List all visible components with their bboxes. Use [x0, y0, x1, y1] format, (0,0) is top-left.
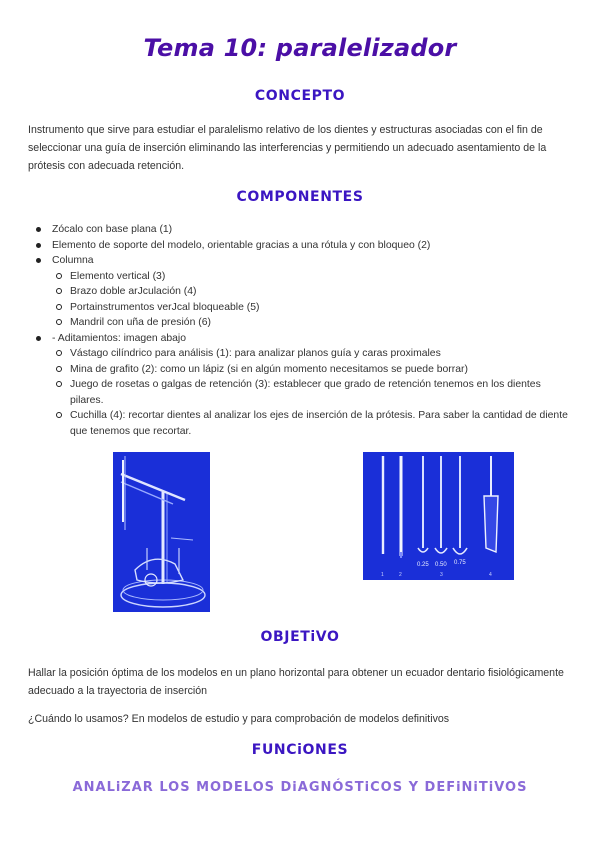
circle-bullet-icon: [56, 319, 62, 325]
heading-concepto: CONCEPTO: [254, 88, 346, 104]
sublist-item: [54, 300, 576, 316]
sublist-item-text: Elemento vertical (3): [70, 270, 166, 282]
sublist-item: [54, 408, 576, 439]
list-item-text: Elemento de soporte del modelo, orientable gracias a una rótula y con bloqueo (2): [52, 239, 431, 251]
circle-bullet-icon: [56, 288, 62, 294]
bullet-icon: [36, 243, 41, 248]
paralelizador-device-image: [113, 452, 210, 612]
circle-bullet-icon: [56, 381, 62, 387]
heading-objetivo: OBJETiVO: [260, 629, 340, 645]
tool-number-1: 1: [381, 572, 384, 578]
componentes-list: [36, 222, 576, 439]
sublist-item: [54, 269, 576, 285]
sublist-item: [54, 362, 576, 378]
columna-sublist: [52, 269, 576, 331]
tool-number-3: 3: [440, 572, 443, 578]
list-item-text: - Aditamientos: imagen abajo: [52, 332, 187, 344]
sublist-item-text: Mina de grafito (2): como un lápiz (si en algún momento necesitamos se puede borrar): [70, 363, 468, 375]
bullet-icon: [36, 336, 41, 341]
circle-bullet-icon: [56, 273, 62, 279]
sublist-item: [54, 346, 576, 362]
paralelizador-illustration: [113, 452, 210, 612]
page-title: Tema 10: paralelizador: [143, 34, 457, 62]
circle-bullet-icon: [56, 304, 62, 310]
heading-componentes: COMPONENTES: [236, 189, 364, 205]
gauge-label-2: 0.50: [435, 562, 447, 568]
concepto-paragraph: Instrumento que sirve para estudiar el paralelismo relativo de los dientes y estructuras asociadas con el fin de seleccionar una guía de inserción eliminando las interferencias y permitiendo un adecuado asentamiento de la prótesis con adecuada retención.: [28, 124, 547, 172]
sublist-item: [54, 284, 576, 300]
gauge-label-3: 0.75: [454, 560, 466, 566]
gauge-label-1: 0.25: [417, 562, 429, 568]
tool-number-4: 4: [489, 572, 492, 578]
sublist-item-text: Vástago cilíndrico para análisis (1): para analizar planos guía y caras proximales: [70, 348, 441, 359]
sublist-item: [54, 315, 576, 331]
circle-bullet-icon: [56, 366, 62, 372]
bullet-icon: [36, 258, 41, 263]
sublist-item-text: Brazo doble arJculación (4): [70, 286, 197, 297]
objetivo-paragraph: Hallar la posición óptima de los modelos en un plano horizontal para obtener un ecuador dentario fisiológicamente adecuado a la trayectoria de inserción: [28, 667, 564, 697]
list-item: [36, 253, 576, 331]
heading-funciones: FUNCiONES: [251, 742, 349, 758]
bullet-icon: [36, 227, 41, 232]
funciones-subheading: ANALiZAR LOS MODELOS DiAGNÓSTiCOS Y DEFiNiTiVOS: [72, 780, 528, 795]
list-item-text: Columna: [52, 255, 94, 266]
tools-illustration: [363, 452, 514, 580]
sublist-item: [54, 377, 576, 408]
sublist-item-text: Juego de rosetas o galgas de retención (3): establecer que grado de retención tenemos en los dientes pilares.: [70, 379, 541, 406]
aditamientos-sublist: [52, 346, 576, 439]
sublist-item-text: Cuchilla (4): recortar dientes al analizar los ejes de inserción de la prótesis. Para saber la cantidad de diente que tenemos que recortar.: [70, 410, 568, 437]
aditamientos-tools-image: [363, 452, 514, 580]
circle-bullet-icon: [56, 412, 62, 418]
list-item: [36, 331, 576, 440]
tool-number-2: 2: [399, 572, 402, 578]
sublist-item-text: Mandril con uña de presión (6): [70, 317, 211, 328]
list-item: [36, 222, 576, 238]
circle-bullet-icon: [56, 350, 62, 356]
objetivo-question: ¿Cuándo lo usamos? En modelos de estudio y para comprobación de modelos definitivos: [28, 713, 450, 725]
list-item-text: Zócalo con base plana (1): [52, 224, 173, 235]
sublist-item-text: Portainstrumentos verJcal bloqueable (5): [70, 301, 260, 313]
list-item: [36, 238, 576, 254]
